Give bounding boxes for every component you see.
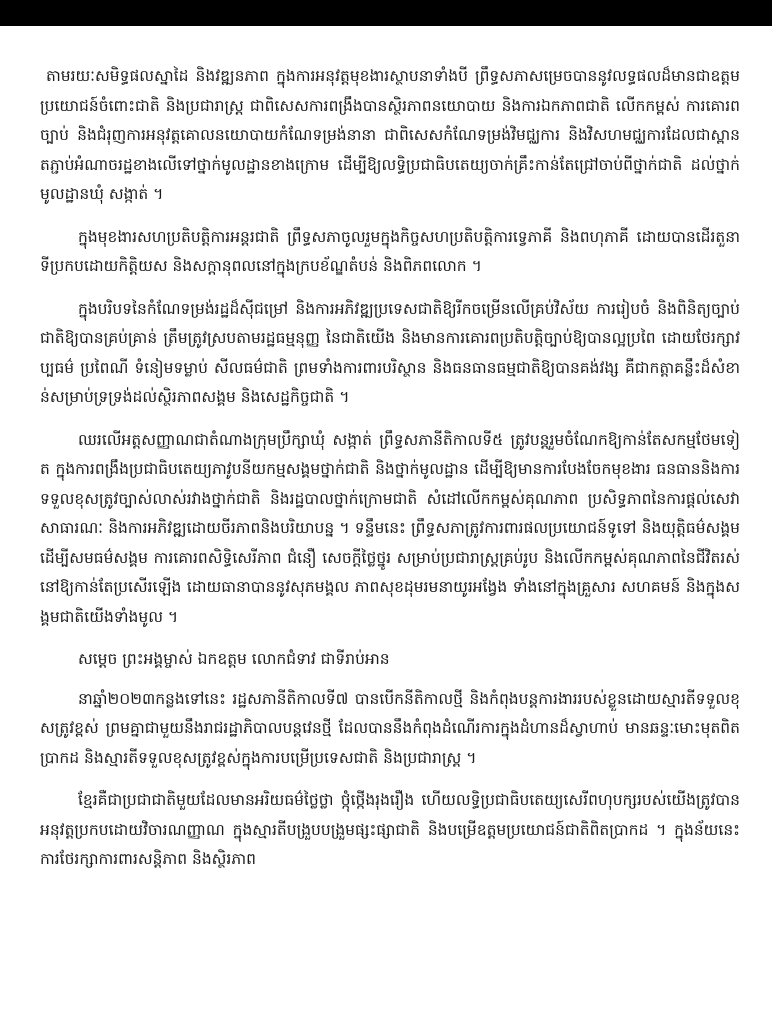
paragraph-6: ខ្មែរគឺជាប្រជាជាតិមួយដែលមានអរិយធម៌ថ្លៃថ្លា ថ្កុំថ្កើងរុងរឿង ហើយលទ្ធិប្រជាធិបតេយ្យសេរីពហុបក្សរបស់យើងត្រូវបានអនុវត្តប្រកបដោយវិចារណញ្ញាណ ក្នុងស្មារតីបង្រួបបង្រួមផ្សះផ្សាជាតិ និងបម្រើឧត្តមប្រយោជន៍ជាតិពិតប្រាកដ ។ ក្នុងន័យនេះ ការថែរក្សាការពារសន្តិភាព និងស្ថិរភាព — [40, 791, 740, 868]
paragraph-2: ក្នុងមុខងារសហប្រតិបត្តិការអន្តរជាតិ ព្រឹទ្ធសភាចូលរួមក្នុងកិច្ចសហប្រតិបត្តិការទ្វេភាគី និងពហុភាគី ដោយបានដើរតួនាទីប្រកបដោយកិត្តិយស និងសក្ដានុពលនៅក្នុងក្របខ័ណ្ឌតំបន់ និងពិភពលោក ។ — [40, 227, 740, 275]
top-dark-band — [0, 0, 772, 26]
paragraph-5: នាឆ្នាំ២០២៣កន្លងទៅនេះ រដ្ឋសភានីតិកាលទី៧ បានបើកនីតិកាលថ្មី និងកំពុងបន្តការងាររបស់ខ្លួនដោយស្មារតីទទួលខុសត្រូវខ្ពស់ ព្រមគ្នាជាមួយនឹងរាជរដ្ឋាភិបាលបន្តវេនថ្មី ដែលបាននឹងកំពុងដំណើរការក្នុងដំហានដ៏ស្វាហាប់ មានឆន្ទៈមោះមុតពិតប្រាកដ និងស្មារតីទទួលខុសត្រូវខ្ពស់ក្នុងការបម្រើប្រទេសជាតិ និងប្រជារាស្ត្រ ។ — [40, 689, 740, 767]
paragraph-1: តាមរយៈសមិទ្ធផលស្នាដៃ និងវឌ្ឍនភាព ក្នុងការអនុវត្តមុខងារស្ថាបនាទាំងបី ព្រឹទ្ធសភាសម្រេចបាននូវលទ្ធផលដ៏មានជាឧត្តមប្រយោជន៍ចំពោះជាតិ និងប្រជារាស្ត្រ ជាពិសេសការពង្រឹងបានស្ថិរភាពនយោបាយ និងការឯកភាពជាតិ លើកកម្ពស់ ការគោរពច្បាប់ និងជំរុញការអនុវត្តគោលនយោបាយកំណែទម្រង់នានា ជាពិសេសកំណែទម្រង់វិមជ្ឈការ និងវិសហមជ្ឈការដែលជាស្ពានតភ្ជាប់អំណាចរដ្ឋខាងលើទៅថ្នាក់មូលដ្ឋានខាងក្រោម ដើម្បីឱ្យលទ្ធិប្រជាធិបតេយ្យចាក់គ្រឹះកាន់តែជ្រៅចាប់ពីថ្នាក់ជាតិ ដល់ថ្នាក់មូលដ្ឋានឃុំ សង្កាត់ ។ — [40, 67, 740, 203]
document-body — [40, 62, 740, 1017]
salutation-line: សម្តេច ព្រះអង្គម្ចាស់ ឯកឧត្តម លោកជំទាវ ជាទីរាប់អាន — [78, 650, 390, 668]
paragraph-3: ក្នុងបរិបទនៃកំណែទម្រង់រដ្ឋដ៏ស៊ីជម្រៅ និងការអភិវឌ្ឍប្រទេសជាតិឱ្យរីកចម្រើនលើគ្រប់វិស័យ ការរៀបចំ និងពិនិត្យច្បាប់ជាតិឱ្យបានគ្រប់គ្រាន់ ត្រឹមត្រូវស្របតាមរដ្ឋធម្មនុញ្ញ នៃជាតិយើង និងមានការគោរពប្រតិបត្តិច្បាប់ឱ្យបានល្អប្រពៃ ដោយថែរក្សាវប្បធម៌ ប្រពៃណី ទំនៀមទម្លាប់ សីលធម៌ជាតិ ព្រមទាំងការពារបរិស្ថាន និងធនធានធម្មជាតិឱ្យបានគង់វង្ស គឺជាកត្តាគន្លឹះដ៏សំខាន់សម្រាប់ទ្រទ្រង់ដល់ស្ថិរភាពសង្គម និងសេដ្ឋកិច្ចជាតិ ។ — [40, 299, 740, 406]
paragraph-4: ឈរលើអត្តសញ្ញាណជាតំណាងក្រុមប្រឹក្សាឃុំ សង្កាត់ ព្រឹទ្ធសភានីតិកាលទី៥ ត្រូវបន្តរួមចំណែកឱ្យកាន់តែសកម្មថែមទៀត ក្នុងការពង្រឹងប្រជាធិបតេយ្យភាវូបនីយកម្មសង្គមថ្នាក់ជាតិ និងថ្នាក់មូលដ្ឋាន ដើម្បីឱ្យមានការបែងចែកមុខងារ ធនធាននិងការទទួលខុសត្រូវច្បាស់លាស់រវាងថ្នាក់ជាតិ និងរដ្ឋបាលថ្នាក់ក្រោមជាតិ សំដៅលើកកម្ពស់គុណភាព ប្រសិទ្ធភាពនៃការផ្តល់សេវាសាធារណៈ និងការអភិវឌ្ឍដោយចីរភាពនិងបរិយាបន្ន ។ ទន្ទឹមនេះ ព្រឹទ្ធសភាត្រូវការពារផលប្រយោជន៍ទូទៅ និងយុត្តិធម៌សង្គម ដើម្បីសមធម៌សង្គម ការគោរពសិទ្ធិសេរីភាព ជំនឿ សេចក្ដីថ្លៃថ្នូរ សម្រាប់ប្រជារាស្ត្រគ្រប់រូប និងលើកកម្ពស់គុណភាពនៃជីវិតរស់នៅឱ្យកាន់តែប្រសើរឡើង ដោយធានាបាននូវសុភមង្គល ភាពសុខដុមរមនាយូរអង្វែង ទាំងនៅក្នុងគ្រួសារ សហគមន៍ និងក្នុងសង្គមជាតិយើងទាំងមូល ។ — [40, 430, 740, 626]
